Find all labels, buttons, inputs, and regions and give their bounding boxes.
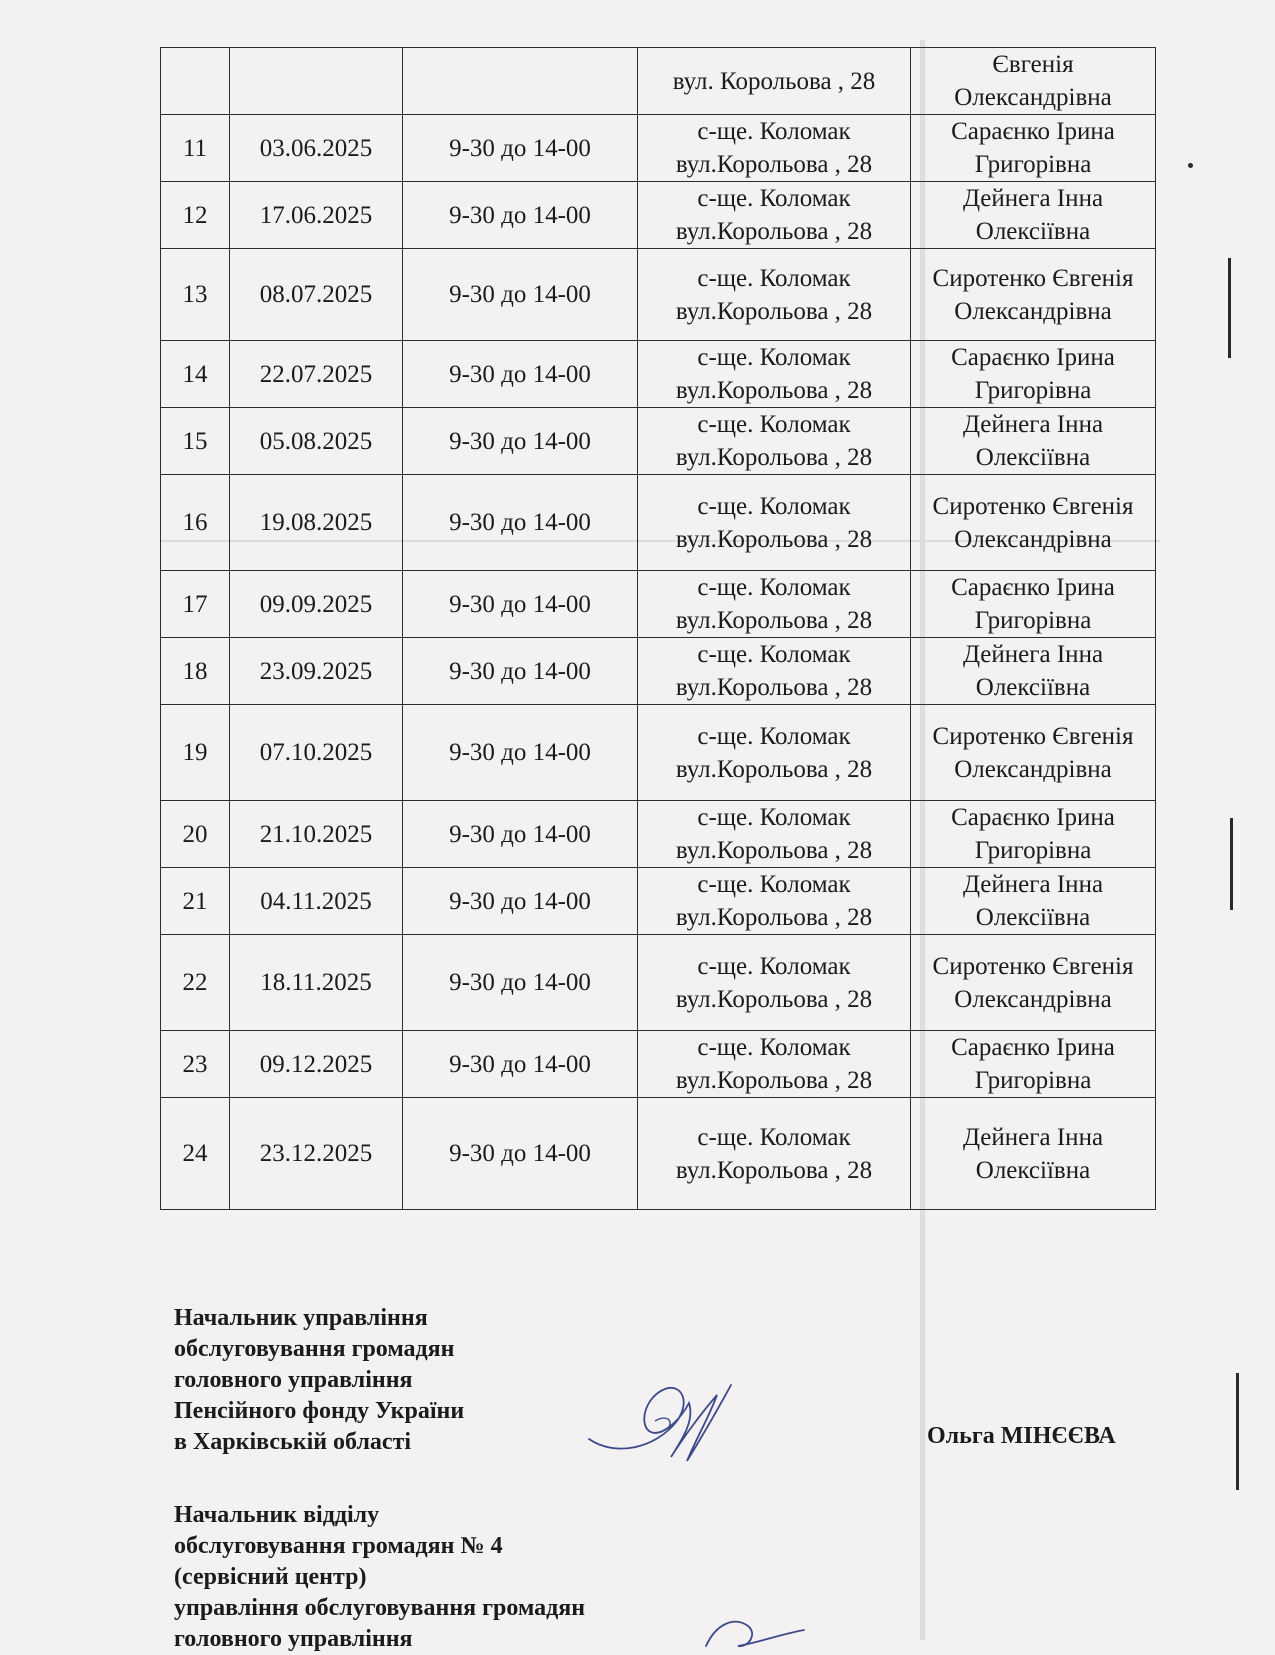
time-cell: 9-30 до 14-00 (403, 249, 638, 341)
time-cell: 9-30 до 14-00 (403, 705, 638, 801)
table-row (161, 475, 1156, 571)
date-cell: 09.09.2025 (230, 571, 403, 638)
signatory-title-line: Пенсійного фонду України (174, 1398, 465, 1424)
signatory-title-line: обслуговування громадян № 4 (174, 1533, 503, 1559)
table-row (161, 182, 1156, 249)
address-line: вул.Корольова , 28 (675, 151, 873, 178)
date-cell: 23.09.2025 (230, 638, 403, 705)
signatory-title-line: головного управління (174, 1367, 413, 1393)
staff-cell: Дейнега Інна Олексіївна (911, 408, 1156, 475)
row-number-cell: 19 (161, 705, 230, 801)
address-line: вул.Корольова , 28 (675, 525, 873, 553)
address-cell (638, 475, 911, 571)
table-row (161, 1098, 1156, 1210)
date-cell: 21.10.2025 (230, 801, 403, 868)
date-cell: 22.07.2025 (230, 341, 403, 408)
row-number-cell: 12 (161, 182, 230, 249)
address-line: с-ще. Коломак (697, 1123, 851, 1151)
staff-cell: Сараєнко Ірина Григорівна (911, 801, 1156, 868)
address-line: вул.Корольова , 28 (675, 218, 873, 245)
row-number-cell: 15 (161, 408, 230, 475)
address-line: с-ще. Коломак (697, 952, 851, 980)
table-row (161, 868, 1156, 935)
row-number-cell: 18 (161, 638, 230, 705)
row-number-cell: 21 (161, 868, 230, 935)
staff-cell: Сиротенко Євгенія Олександрівна (911, 249, 1156, 341)
time-cell: 9-30 до 14-00 (403, 182, 638, 249)
address-line: с-ще. Коломак (697, 641, 851, 668)
address-cell (638, 341, 911, 408)
address-line: вул.Корольова , 28 (675, 297, 873, 325)
address-cell (638, 249, 911, 341)
staff-cell: Дейнега Інна Олексіївна (911, 868, 1156, 935)
row-number-cell: 13 (161, 249, 230, 341)
date-cell: 19.08.2025 (230, 475, 403, 571)
staff-cell: Сараєнко Ірина Григорівна (911, 1031, 1156, 1098)
address-line: вул. Корольова , 28 (672, 67, 876, 95)
address-cell (638, 868, 911, 935)
address-cell (638, 571, 911, 638)
address-line: вул.Корольова , 28 (675, 377, 873, 404)
staff-cell: Євгенія Олександрівна (911, 48, 1156, 115)
address-line: с-ще. Коломак (697, 344, 851, 371)
signatory-title-line: обслуговування громадян (174, 1336, 455, 1362)
staff-cell: Дейнега Інна Олексіївна (911, 1098, 1156, 1210)
staff-cell: Дейнега Інна Олексіївна (911, 638, 1156, 705)
date-cell (230, 48, 403, 115)
time-cell: 9-30 до 14-00 (403, 1098, 638, 1210)
row-number-cell: 11 (161, 115, 230, 182)
staff-cell: Сиротенко Євгенія Олександрівна (911, 475, 1156, 571)
signatory-name: Ольга МІНЄЄВА (927, 1423, 1116, 1449)
time-cell: 9-30 до 14-00 (403, 341, 638, 408)
handwritten-signature (585, 1375, 735, 1485)
table-row (161, 1031, 1156, 1098)
address-line: вул.Корольова , 28 (675, 1156, 873, 1184)
address-cell (638, 935, 911, 1031)
table-row (161, 638, 1156, 705)
date-cell: 09.12.2025 (230, 1031, 403, 1098)
address-line: с-ще. Коломак (697, 722, 851, 750)
staff-cell: Сараєнко Ірина Григорівна (911, 341, 1156, 408)
date-cell: 18.11.2025 (230, 935, 403, 1031)
address-line: с-ще. Коломак (697, 804, 851, 831)
address-line: с-ще. Коломак (697, 411, 851, 438)
signature-block-head-of-department (174, 1303, 464, 1458)
time-cell: 9-30 до 14-00 (403, 1031, 638, 1098)
staff-cell: Сараєнко Ірина Григорівна (911, 571, 1156, 638)
row-number-cell: 24 (161, 1098, 230, 1210)
time-cell: 9-30 до 14-00 (403, 935, 638, 1031)
time-cell: 9-30 до 14-00 (403, 115, 638, 182)
address-line: вул.Корольова , 28 (675, 1067, 873, 1094)
date-cell: 07.10.2025 (230, 705, 403, 801)
staff-cell: Сиротенко Євгенія Олександрівна (911, 705, 1156, 801)
signatory-title-line: (сервісний центр) (174, 1564, 367, 1590)
address-cell (638, 705, 911, 801)
date-cell: 03.06.2025 (230, 115, 403, 182)
address-line: с-ще. Коломак (697, 185, 851, 212)
address-cell (638, 801, 911, 868)
table-row (161, 705, 1156, 801)
row-number-cell: 16 (161, 475, 230, 571)
address-cell (638, 1031, 911, 1098)
staff-cell: Сиротенко Євгенія Олександрівна (911, 935, 1156, 1031)
signatory-title-line: Начальник управління (174, 1305, 428, 1331)
address-line: с-ще. Коломак (697, 1034, 851, 1061)
time-cell (403, 48, 638, 115)
row-number-cell: 20 (161, 801, 230, 868)
signatory-title-line: в Харківській області (174, 1429, 412, 1455)
address-line: с-ще. Коломак (697, 264, 851, 292)
address-cell (638, 1098, 911, 1210)
address-line: вул.Корольова , 28 (675, 607, 873, 634)
address-cell (638, 408, 911, 475)
time-cell: 9-30 до 14-00 (403, 571, 638, 638)
date-cell: 17.06.2025 (230, 182, 403, 249)
table-row (161, 48, 1156, 115)
table-row (161, 115, 1156, 182)
margin-mark (1230, 818, 1233, 910)
table-row (161, 408, 1156, 475)
signatory-title-line: Начальник відділу (174, 1502, 380, 1528)
table-row (161, 935, 1156, 1031)
handwritten-signature (700, 1612, 810, 1652)
time-cell: 9-30 до 14-00 (403, 408, 638, 475)
row-number-cell (161, 48, 230, 115)
row-number-cell: 17 (161, 571, 230, 638)
schedule-table (160, 47, 1156, 1210)
address-line: с-ще. Коломак (697, 871, 851, 898)
table-row (161, 341, 1156, 408)
time-cell: 9-30 до 14-00 (403, 638, 638, 705)
ink-dot (1188, 163, 1193, 168)
table-row (161, 571, 1156, 638)
address-line: вул.Корольова , 28 (675, 755, 873, 783)
row-number-cell: 23 (161, 1031, 230, 1098)
signatory-title-line: головного управління (174, 1626, 413, 1652)
time-cell: 9-30 до 14-00 (403, 801, 638, 868)
address-line: с-ще. Коломак (697, 574, 851, 601)
table-row (161, 801, 1156, 868)
signatory-title-line: управління обслуговування громадян (174, 1595, 586, 1621)
address-cell (638, 115, 911, 182)
address-line: вул.Корольова , 28 (675, 674, 873, 701)
address-cell (638, 48, 911, 115)
time-cell: 9-30 до 14-00 (403, 868, 638, 935)
margin-mark (1228, 258, 1231, 358)
date-cell: 04.11.2025 (230, 868, 403, 935)
address-cell (638, 638, 911, 705)
table-row (161, 249, 1156, 341)
staff-cell: Сараєнко Ірина Григорівна (911, 115, 1156, 182)
date-cell: 23.12.2025 (230, 1098, 403, 1210)
row-number-cell: 22 (161, 935, 230, 1031)
address-line: с-ще. Коломак (697, 492, 851, 520)
margin-mark (1236, 1373, 1239, 1490)
address-line: вул.Корольова , 28 (675, 837, 873, 864)
staff-cell: Дейнега Інна Олексіївна (911, 182, 1156, 249)
address-line: вул.Корольова , 28 (675, 444, 873, 471)
row-number-cell: 14 (161, 341, 230, 408)
date-cell: 08.07.2025 (230, 249, 403, 341)
address-line: с-ще. Коломак (697, 118, 851, 145)
address-cell (638, 182, 911, 249)
date-cell: 05.08.2025 (230, 408, 403, 475)
schedule-body (161, 48, 1156, 1210)
address-line: вул.Корольова , 28 (675, 904, 873, 931)
time-cell: 9-30 до 14-00 (403, 475, 638, 571)
address-line: вул.Корольова , 28 (675, 985, 873, 1013)
signature-block-head-of-service-center (174, 1500, 585, 1655)
